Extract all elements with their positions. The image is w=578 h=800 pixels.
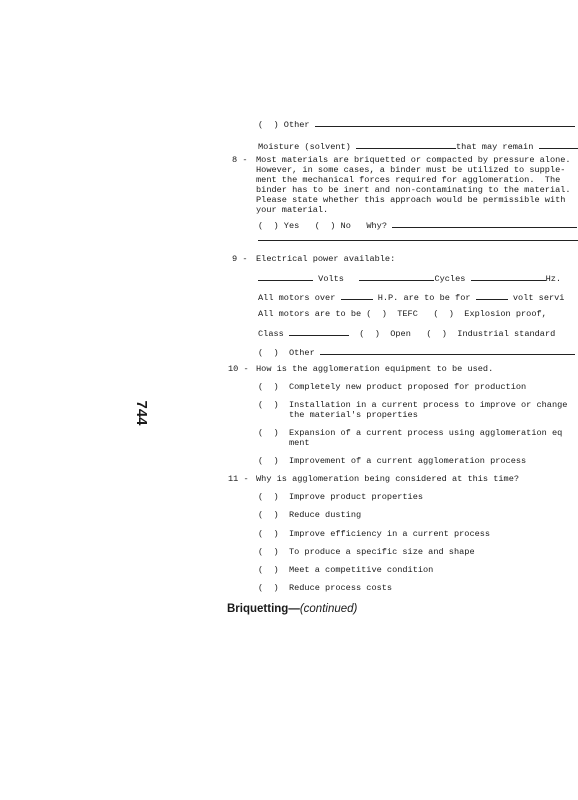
- q10-option[interactable]: ( ) Improvement of a current agglomeration process: [258, 456, 527, 466]
- class-label: Class: [258, 329, 284, 339]
- moisture-label: Moisture (solvent): [258, 142, 351, 152]
- moisture-field[interactable]: [356, 140, 456, 149]
- hz-label: Hz.: [545, 274, 562, 284]
- volt-field[interactable]: [476, 291, 508, 300]
- q8-answer-line: [258, 219, 577, 231]
- other-line: [258, 118, 575, 130]
- q9-other-line: [258, 346, 575, 358]
- q9-motors-are[interactable]: All motors are to be ( ) TEFC ( ) Explosion proof,: [258, 309, 547, 319]
- footer-dash: —: [288, 603, 300, 615]
- section-footer: [227, 604, 357, 614]
- footer-continued: (continued): [299, 603, 358, 615]
- q9-number: 9 -: [232, 254, 248, 264]
- q8-number: 8 -: [232, 155, 248, 165]
- q8-why-field[interactable]: [392, 219, 577, 228]
- q9-power-line: [258, 272, 561, 284]
- q9-other-checkbox[interactable]: ( ) Other: [258, 348, 315, 358]
- q10-option[interactable]: ( ) Installation in a current process to improve or change: [258, 400, 568, 410]
- q10-title: How is the agglomeration equipment to be used.: [256, 364, 494, 374]
- other-field[interactable]: [315, 118, 575, 127]
- q8-line: Please state whether this approach would be permissible with: [256, 195, 566, 205]
- q9-other-field[interactable]: [320, 346, 575, 355]
- q8-line: Most materials are briquetted or compacted by pressure alone.: [256, 155, 571, 165]
- q8-line: your material.: [256, 205, 329, 215]
- q8-extra-line[interactable]: [258, 240, 578, 241]
- moisture-line: [258, 140, 578, 152]
- q11-option[interactable]: ( ) Improve product properties: [258, 492, 424, 502]
- q9-open-options[interactable]: ( ) Open ( ) Industrial standard: [359, 329, 556, 339]
- volts-label: Volts: [318, 274, 344, 284]
- q8-no-checkbox[interactable]: ( ) No: [314, 221, 351, 231]
- moisture-remain-field[interactable]: [539, 140, 578, 149]
- q8-line: ment the mechanical forces required for agglomeration. The: [256, 175, 561, 185]
- q9-motors-line: [258, 291, 564, 303]
- q10-number: 10 -: [228, 364, 249, 374]
- cycles-field[interactable]: [359, 272, 434, 281]
- cycles-label: Cycles: [434, 274, 466, 284]
- page-number: 744: [133, 400, 150, 426]
- volts-field[interactable]: [258, 272, 313, 281]
- moisture-suffix: that may remain: [456, 142, 534, 152]
- q11-option[interactable]: ( ) Reduce process costs: [258, 583, 393, 593]
- q8-why-label: Why?: [366, 221, 387, 231]
- volt-service-label: volt servi: [512, 293, 565, 303]
- hz-field[interactable]: [471, 272, 546, 281]
- q8-line: However, in some cases, a binder must be utilized to supple-: [256, 165, 566, 175]
- class-field[interactable]: [289, 327, 349, 336]
- q8-yes-checkbox[interactable]: ( ) Yes: [258, 221, 300, 231]
- q8-line: binder has to be inert and non-contaminating to the material.: [256, 185, 571, 195]
- q11-option[interactable]: ( ) Meet a competitive condition: [258, 565, 434, 575]
- q10-option-cont: ment: [258, 438, 310, 448]
- hp-field[interactable]: [341, 291, 373, 300]
- q10-option-cont: the material's properties: [258, 410, 418, 420]
- footer-title: Briquetting: [227, 603, 289, 615]
- other-label: ( ) Other: [258, 120, 310, 130]
- q11-number: 11 -: [228, 474, 249, 484]
- q11-title: Why is agglomeration being considered at this time?: [256, 474, 520, 484]
- q11-option[interactable]: ( ) Improve efficiency in a current process: [258, 529, 491, 539]
- q11-option[interactable]: ( ) Reduce dusting: [258, 510, 362, 520]
- q11-option[interactable]: ( ) To produce a specific size and shape: [258, 547, 475, 557]
- q9-class-line: [258, 327, 555, 339]
- motors-over-label: All motors over: [258, 293, 336, 303]
- q9-title: Electrical power available:: [256, 254, 396, 264]
- q10-option[interactable]: ( ) Completely new product proposed for production: [258, 382, 527, 392]
- hp-text: H.P. are to be for: [377, 293, 471, 303]
- q10-option[interactable]: ( ) Expansion of a current process using agglomeration eq: [258, 428, 563, 438]
